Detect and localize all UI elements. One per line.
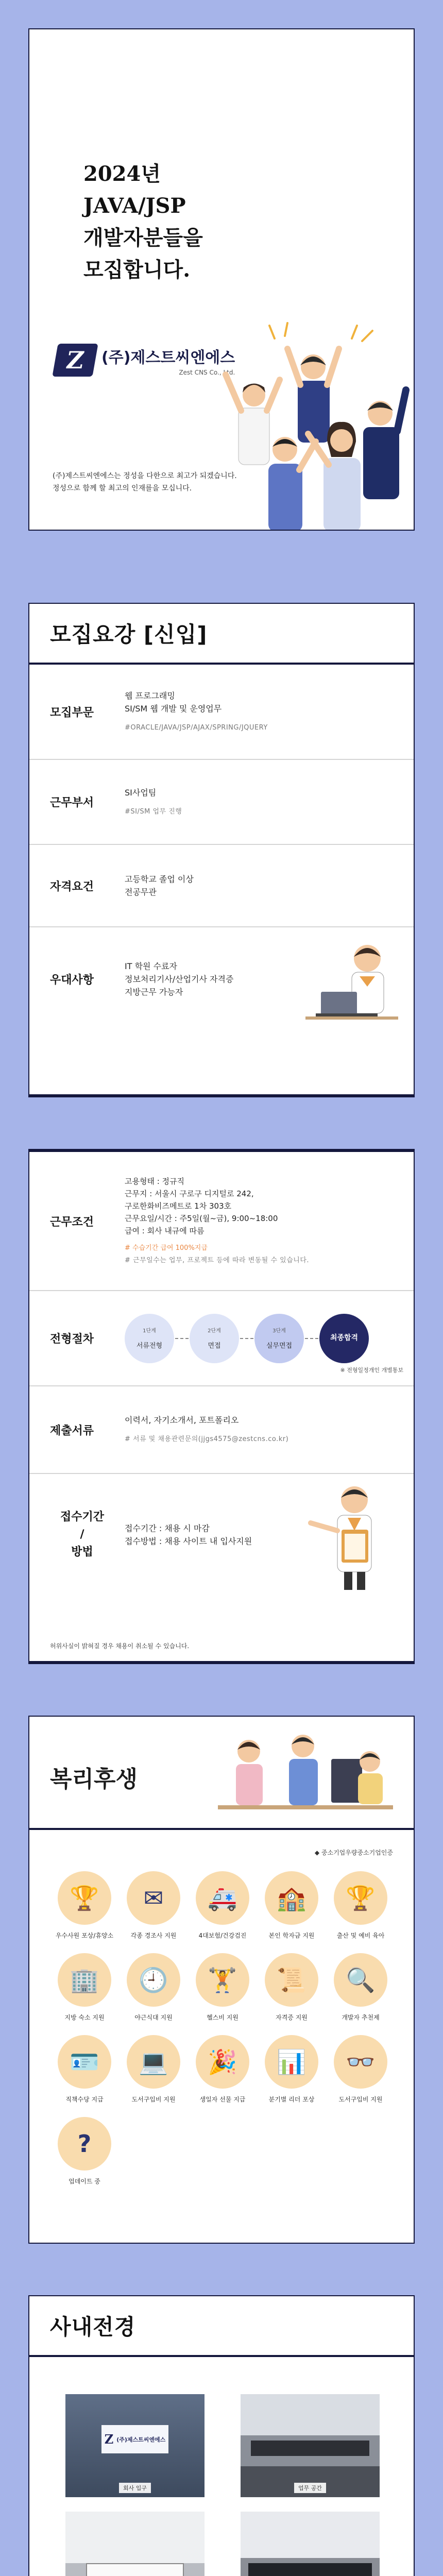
row-label: 모집부문: [50, 706, 94, 719]
row-text: 근무지 : 서울시 구로구 디지털로 242,: [125, 1189, 254, 1198]
row-text: 고등학교 졸업 이상: [125, 874, 194, 884]
benefit-label: 직책수당 지급: [65, 2096, 104, 2103]
photo-work-area: [241, 2394, 380, 2497]
dumbbell-icon: 🏋: [196, 1953, 249, 2007]
conditions-card: [28, 1149, 415, 1664]
certificate-icon: 📜: [265, 1953, 318, 2007]
row-text: 정보처리기사/산업기사 자격증: [125, 974, 234, 984]
logo-mark-icon: Z: [104, 2432, 114, 2447]
benefit-label: 출산 및 예비 육아: [336, 1932, 385, 1939]
company-name-en: Zest CNS Co., Ltd.: [179, 368, 235, 376]
benefit-label: 각종 경조사 지원: [130, 1932, 177, 1939]
row-preference: [29, 927, 414, 1030]
benefit-item: [50, 1871, 119, 1940]
welfare-title: 복리후생: [50, 1766, 138, 1792]
benefit-item: [119, 2035, 188, 2104]
benefit-label: 지방 숙소 지원: [64, 2014, 105, 2021]
hero-title-line: JAVA/JSP: [83, 194, 186, 218]
photo-entrance: [65, 2394, 205, 2497]
salary-note: # 수습기간 급여 100%지급: [125, 1244, 208, 1252]
process-step: [125, 1314, 174, 1363]
benefit-label: 업데이트 중: [69, 2178, 100, 2185]
sign-company-name: (주)제스트씨엔에스: [116, 2436, 166, 2443]
recruitment-header: [29, 604, 414, 665]
recruitment-title: 모집요강 [신입]: [50, 622, 208, 647]
bottom-rule: [29, 1094, 414, 1096]
glasses-icon: 👓: [334, 2035, 387, 2089]
benefit-item: [326, 1953, 395, 2022]
row-label: 제출서류: [50, 1424, 94, 1437]
id-card-icon: 🪪: [58, 2035, 111, 2089]
benefit-label: 4대보험/건강검진: [198, 1932, 247, 1939]
row-text: 근무요일/시간 : 주5일(월~금), 9:00~18:00: [125, 1214, 278, 1223]
step-name: 실무면접: [266, 1342, 293, 1350]
laptop-icon: 💻: [127, 2035, 180, 2089]
benefit-label: 생일자 선물 지급: [199, 2096, 246, 2103]
row-label: 전형절차: [50, 1333, 94, 1346]
benefit-item: [50, 1953, 119, 2022]
row-text: 접수방법 : 채용 사이트 내 입사지원: [125, 1536, 252, 1546]
ambulance-icon: 🚑: [196, 1871, 249, 1925]
workday-note: # 근무일수는 업무, 프로젝트 등에 따라 변동될 수 있습니다.: [125, 1257, 310, 1264]
benefit-item: [188, 2035, 257, 2104]
row-label: 우대사항: [50, 973, 94, 987]
step-name: 면접: [208, 1342, 221, 1350]
row-text: SI/SM 웹 개발 및 운영업무: [125, 704, 222, 714]
process-step: [190, 1314, 239, 1363]
clipboard-man-illustration: [300, 1474, 408, 1590]
benefit-item: [326, 1871, 395, 1940]
welfare-header: [29, 1717, 414, 1830]
row-text: 전공무관: [125, 887, 157, 897]
photo-meeting-room: [65, 2512, 205, 2576]
benefit-label: 우수사원 포상/휴양소: [55, 1932, 114, 1939]
row-label: 자격요건: [50, 880, 94, 893]
office-header: [29, 2296, 414, 2357]
row-process: [29, 1291, 414, 1386]
row-department: [29, 760, 414, 845]
step-number: 2단계: [208, 1328, 221, 1334]
entrance-sign: [101, 2425, 168, 2453]
celebrating-team-illustration: [197, 318, 414, 531]
hero-intro-text: [53, 470, 237, 495]
row-position: [29, 665, 414, 760]
process-note: ※ 전형일정개인 개별통보: [340, 1367, 403, 1374]
recruitment-card: [28, 603, 415, 1097]
building-icon: 🏢: [58, 1953, 111, 2007]
benefit-item: [326, 2035, 395, 2104]
row-text: SI사업팀: [125, 787, 157, 798]
step-connector: [175, 1338, 189, 1339]
hero-title: [83, 158, 203, 286]
step-number: 3단계: [272, 1328, 286, 1334]
bottom-rule: [29, 1661, 414, 1663]
row-documents: [29, 1386, 414, 1474]
row-text: IT 학원 수료자: [125, 961, 177, 971]
hero-title-line: 개발자분들을: [83, 226, 203, 250]
benefit-item: [257, 1953, 326, 2022]
welfare-card: [28, 1716, 415, 2244]
benefit-label: 분기별 리더 포상: [268, 2096, 315, 2103]
hero-intro-line: (주)제스트씨엔에스는 정성을 다한으로 최고가 되겠습니다.: [53, 472, 237, 480]
benefit-item: [119, 1953, 188, 2022]
row-qualification: [29, 845, 414, 927]
benefits-grid: [50, 1871, 395, 2185]
benefit-item: [188, 1871, 257, 1940]
row-text: 지방근무 가능자: [125, 987, 183, 997]
row-hashtags: #SI/SM 업무 진행: [125, 807, 182, 816]
certification-note: ◆ 중소기업우량중소기업인증: [314, 1849, 393, 1856]
process-step-final: 최종합격: [319, 1314, 369, 1363]
office-team-illustration: [213, 1723, 398, 1826]
row-hashtags: #ORACLE/JAVA/JSP/AJAX/SPRING/JQUERY: [125, 724, 268, 732]
benefit-item: [257, 1871, 326, 1940]
laptop-worker-illustration: [300, 930, 403, 1028]
row-text: 급여 : 회사 내규에 따름: [125, 1226, 205, 1235]
benefit-item: [50, 2035, 119, 2104]
party-icon: 🎉: [196, 2035, 249, 2089]
step-connector: [240, 1338, 253, 1339]
row-label-line: /: [80, 1528, 84, 1541]
row-conditions: [29, 1152, 414, 1291]
row-label-line: 방법: [71, 1545, 93, 1558]
row-label: 근무조건: [50, 1215, 94, 1229]
benefit-item: [119, 1871, 188, 1940]
office-photos: [65, 2394, 380, 2576]
photo-caption: 업무 공간: [294, 2483, 326, 2493]
envelope-icon: ✉: [127, 1871, 180, 1925]
benefit-label: 자격증 지원: [276, 2014, 308, 2021]
clock-icon: 🕘: [127, 1953, 180, 2007]
logo-mark-icon: Z: [52, 344, 98, 377]
step-number: 1단계: [143, 1328, 156, 1334]
hero-title-line: 모집합니다.: [83, 258, 191, 282]
contact-note: # 서류 및 채용관련문의(jjgs4575@zestcns.co.kr): [125, 1435, 289, 1443]
photo-caption: 회사 입구: [119, 2483, 151, 2493]
chart-board-icon: 📊: [265, 2035, 318, 2089]
process-steps: [125, 1314, 369, 1363]
benefit-label: 헬스비 지원: [207, 2014, 238, 2021]
benefit-label: 야근식대 지원: [134, 2014, 173, 2021]
office-title: 사내전경: [50, 2314, 136, 2340]
row-period: [29, 1474, 414, 1595]
row-label: [29, 1509, 125, 1561]
office-card: [28, 2295, 415, 2576]
benefit-label: 본인 학자금 지원: [268, 1932, 315, 1939]
benefit-label: 개발자 추천제: [342, 2014, 380, 2021]
benefit-label: 도서구입비 지원: [338, 2096, 383, 2103]
step-name: 서류전형: [136, 1342, 163, 1350]
row-label: 근무부서: [50, 796, 94, 809]
hero-card: [28, 28, 415, 531]
hero-intro-line: 정성으로 함께 할 최고의 인재를을 모십니다.: [53, 484, 192, 493]
row-text: 구로한화비즈메트로 1차 303호: [125, 1201, 232, 1211]
hero-title-line: 2024년: [83, 162, 161, 186]
row-text: 웹 프로그래밍: [125, 691, 175, 701]
row-text: 접수기간 : 채용 시 마감: [125, 1523, 210, 1533]
row-text: 이력서, 자기소개서, 포트폴리오: [125, 1415, 239, 1425]
step-connector: [305, 1338, 318, 1339]
process-step: [254, 1314, 304, 1363]
benefit-item: [188, 1953, 257, 2022]
row-label-line: 접수기간: [60, 1510, 104, 1523]
benefit-label: 도서구입비 지원: [131, 2096, 176, 2103]
row-text: 고용형태 : 정규직: [125, 1177, 185, 1186]
benefit-item: [50, 2117, 119, 2185]
company-name: (주)제스트씨엔에스: [101, 348, 235, 367]
magnifier-icon: 🔍: [334, 1953, 387, 2007]
photo-office-room: [241, 2512, 380, 2576]
question-icon: ?: [58, 2117, 111, 2171]
trophy-icon: 🏆: [58, 1871, 111, 1925]
school-icon: 🏫: [265, 1871, 318, 1925]
footnote: 허위사실이 밝혀질 경우 채용이 취소될 수 있습니다.: [50, 1642, 190, 1650]
trophy-cup-icon: 🏆: [334, 1871, 387, 1925]
benefit-item: [257, 2035, 326, 2104]
